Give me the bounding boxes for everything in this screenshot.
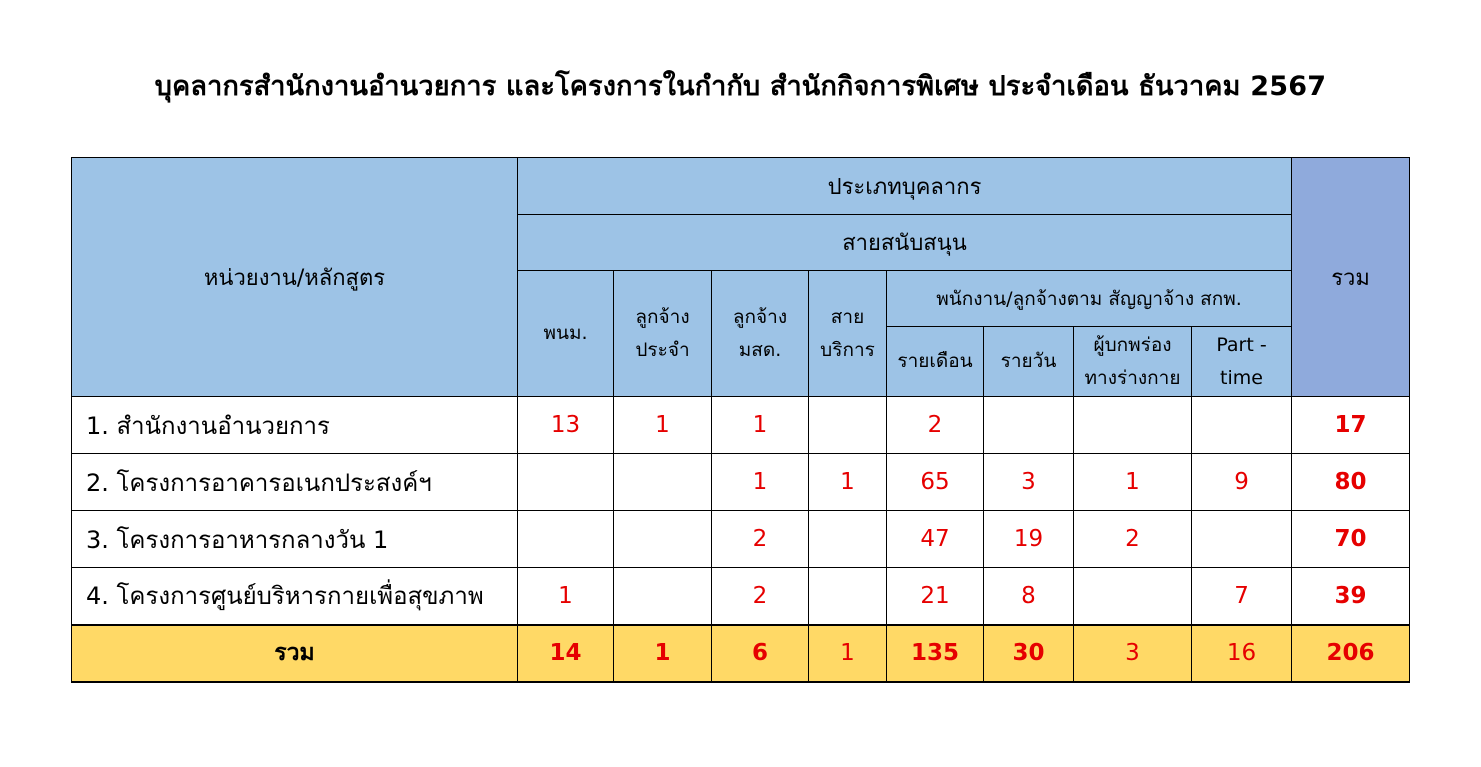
header-col-6-line1: รายวัน: [1000, 350, 1057, 372]
row-2-name: 2. โครงการอาคารอเนกประสงค์ฯ: [72, 454, 518, 511]
row-1-cell: 1: [614, 397, 712, 454]
header-col-7-line2: ทางร่างกาย: [1084, 366, 1181, 389]
row-2-cell: 65: [887, 454, 984, 511]
page-title: บุคลากรสำนักงานอำนวยการ และโครงการในกำกับ สำนักกิจการพิเศษ ประจำเดือน ธันวาคม 2567: [154, 71, 1327, 102]
row-3-total: 70: [1292, 511, 1410, 568]
header-col-1-line1: พนม.: [543, 322, 588, 344]
summary-label: รวม: [72, 625, 518, 682]
row-1-cell: [1192, 397, 1292, 454]
header-col-3-line1: ลูกจ้าง: [732, 305, 788, 328]
row-3-cell: 2: [712, 511, 809, 568]
summary-cell: 3: [1074, 625, 1192, 682]
row-4-cell: 7: [1192, 568, 1292, 625]
header-col-7: [1074, 327, 1192, 397]
summary-cell: 30: [984, 625, 1074, 682]
summary-cell: 14: [518, 625, 614, 682]
header-col-3: [712, 271, 809, 397]
header-col-8-line1: Part -: [1216, 333, 1267, 356]
row-2-cell: 3: [984, 454, 1074, 511]
header-total: รวม: [1292, 158, 1410, 397]
header-col-6: [984, 327, 1074, 397]
row-4-cell: 1: [518, 568, 614, 625]
row-3-cell: [518, 511, 614, 568]
row-4-cell: 8: [984, 568, 1074, 625]
header-contract-group: พนักงาน/ลูกจ้างตาม สัญญาจ้าง สกพ.: [887, 271, 1292, 327]
summary-cell: 1: [809, 625, 887, 682]
row-4-cell: [1074, 568, 1192, 625]
row-1-cell: 2: [887, 397, 984, 454]
header-col-3-line2: มสด.: [738, 338, 782, 361]
header-col-7-line1: ผู้บกพร่อง: [1093, 333, 1172, 356]
table-row: [72, 568, 1410, 625]
row-4-cell: 21: [887, 568, 984, 625]
summary-cell: 1: [614, 625, 712, 682]
row-2-cell: [614, 454, 712, 511]
table-row: [72, 397, 1410, 454]
table-row: [72, 511, 1410, 568]
summary-row: [72, 625, 1410, 682]
header-col-5-line1: รายเดือน: [897, 350, 973, 372]
row-3-cell: [614, 511, 712, 568]
row-3-cell: 2: [1074, 511, 1192, 568]
row-1-cell: [1074, 397, 1192, 454]
header-col-2-line1: ลูกจ้าง: [635, 305, 690, 328]
header-col-2: [614, 271, 712, 397]
header-unit: หน่วยงาน/หลักสูตร: [72, 158, 518, 397]
header-support-line: สายสนับสนุน: [518, 215, 1292, 271]
row-4-cell: [614, 568, 712, 625]
table-row: [72, 454, 1410, 511]
row-2-cell: 1: [1074, 454, 1192, 511]
row-3-name: 3. โครงการอาหารกลางวัน 1: [72, 511, 518, 568]
row-2-cell: 1: [712, 454, 809, 511]
summary-total: 206: [1292, 625, 1410, 682]
header-col-5: [887, 327, 984, 397]
header-col-1: [518, 271, 614, 397]
row-1-cell: 1: [712, 397, 809, 454]
row-2-cell: [518, 454, 614, 511]
row-4-cell: [809, 568, 887, 625]
row-3-cell: 19: [984, 511, 1074, 568]
row-2-cell: 1: [809, 454, 887, 511]
row-4-total: 39: [1292, 568, 1410, 625]
row-3-cell: [809, 511, 887, 568]
row-3-cell: 47: [887, 511, 984, 568]
summary-cell: 16: [1192, 625, 1292, 682]
row-4-name: 4. โครงการศูนย์บริหารกายเพื่อสุขภาพ: [72, 568, 518, 625]
header-personnel-type: ประเภทบุคลากร: [518, 158, 1292, 215]
header-col-4-line1: สาย: [830, 305, 865, 328]
header-col-4: [809, 271, 887, 397]
summary-cell: 6: [712, 625, 809, 682]
header-col-8: [1192, 327, 1292, 397]
row-1-total: 17: [1292, 397, 1410, 454]
row-3-cell: [1192, 511, 1292, 568]
header-col-8-line2: time: [1220, 366, 1263, 389]
header-col-2-line2: ประจำ: [635, 338, 690, 361]
row-4-cell: 2: [712, 568, 809, 625]
summary-cell: 135: [887, 625, 984, 682]
header-col-4-line2: บริการ: [820, 338, 875, 361]
row-2-total: 80: [1292, 454, 1410, 511]
row-1-name: 1. สำนักงานอำนวยการ: [72, 397, 518, 454]
row-1-cell: [809, 397, 887, 454]
personnel-table: [71, 157, 1410, 683]
row-1-cell: 13: [518, 397, 614, 454]
row-2-cell: 9: [1192, 454, 1292, 511]
row-1-cell: [984, 397, 1074, 454]
